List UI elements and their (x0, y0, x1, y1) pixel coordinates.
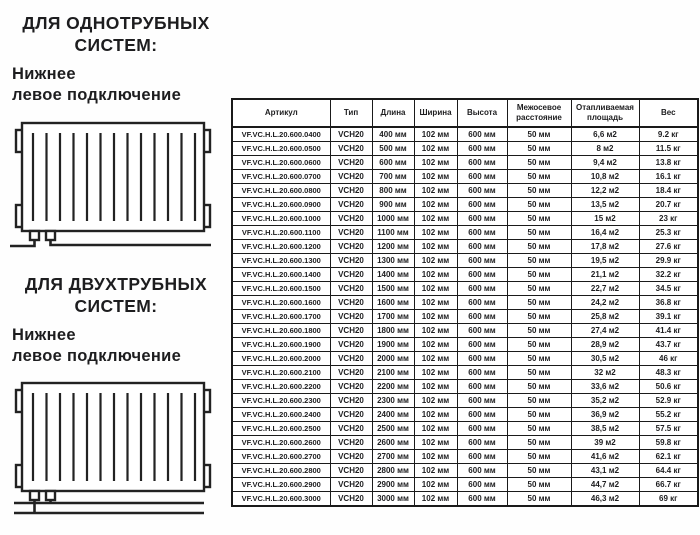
table-cell: VCH20 (330, 184, 372, 198)
table-cell: 50 мм (507, 450, 571, 464)
table-cell: 102 мм (414, 352, 457, 366)
table-row (232, 338, 698, 352)
table-cell: 13,5 м2 (571, 198, 639, 212)
table-cell: 50 мм (507, 296, 571, 310)
table-cell: 8 м2 (571, 142, 639, 156)
table-cell: 102 мм (414, 296, 457, 310)
connection-stub (30, 491, 39, 500)
table-row (232, 492, 698, 507)
table-cell: 46,3 м2 (571, 492, 639, 507)
article-cell: VF.VC.H.L.20.600.1200 (232, 240, 330, 254)
table-cell: 2100 мм (372, 366, 414, 380)
table-cell: 1900 мм (372, 338, 414, 352)
table-row (232, 170, 698, 184)
table-cell: 50 мм (507, 478, 571, 492)
table-cell: VCH20 (330, 492, 372, 507)
table-row (232, 127, 698, 142)
table-cell: 64.4 кг (639, 464, 698, 478)
table-cell: 48.3 кг (639, 366, 698, 380)
table-cell: VCH20 (330, 310, 372, 324)
table-row (232, 184, 698, 198)
table-cell: VCH20 (330, 127, 372, 142)
section-title-line: СИСТЕМ: (74, 35, 158, 55)
article-cell: VF.VC.H.L.20.600.2800 (232, 464, 330, 478)
column-header: Межосевое расстояние (507, 99, 571, 127)
table-cell: VCH20 (330, 324, 372, 338)
table-cell: VCH20 (330, 198, 372, 212)
table-cell: 52.9 кг (639, 394, 698, 408)
connection-subtitle-single-pipe (12, 64, 224, 106)
connection-stub (46, 231, 55, 240)
table-row (232, 310, 698, 324)
table-cell: VCH20 (330, 338, 372, 352)
table-cell: 25.3 кг (639, 226, 698, 240)
table-cell: 44,7 м2 (571, 478, 639, 492)
table-cell: 50 мм (507, 282, 571, 296)
table-cell: 600 мм (457, 198, 507, 212)
table-cell: 11.5 кг (639, 142, 698, 156)
table-cell: 50 мм (507, 408, 571, 422)
table-cell: 50.6 кг (639, 380, 698, 394)
table-cell: 33,6 м2 (571, 380, 639, 394)
column-header: Артикул (232, 99, 330, 127)
table-cell: VCH20 (330, 282, 372, 296)
table-row (232, 394, 698, 408)
table-cell: 66.7 кг (639, 478, 698, 492)
table-cell: 55.2 кг (639, 408, 698, 422)
table-cell: 102 мм (414, 240, 457, 254)
table-cell: 600 мм (457, 492, 507, 507)
table-cell: 50 мм (507, 184, 571, 198)
table-cell: 1100 мм (372, 226, 414, 240)
table-cell: 600 мм (457, 366, 507, 380)
table-cell: 50 мм (507, 142, 571, 156)
table-cell: 2000 мм (372, 352, 414, 366)
table-cell: 50 мм (507, 352, 571, 366)
table-cell: 2900 мм (372, 478, 414, 492)
table-row (232, 450, 698, 464)
table-cell: 50 мм (507, 310, 571, 324)
table-body (232, 127, 698, 506)
table-cell: 1700 мм (372, 310, 414, 324)
table-cell: VCH20 (330, 408, 372, 422)
table-cell: 6,6 м2 (571, 127, 639, 142)
table-cell: 1500 мм (372, 282, 414, 296)
table-cell: 102 мм (414, 127, 457, 142)
article-cell: VF.VC.H.L.20.600.1400 (232, 268, 330, 282)
table-cell: 700 мм (372, 170, 414, 184)
table-cell: 50 мм (507, 380, 571, 394)
table-cell: 102 мм (414, 142, 457, 156)
table-cell: 50 мм (507, 324, 571, 338)
table-cell: VCH20 (330, 226, 372, 240)
table-cell: VCH20 (330, 296, 372, 310)
section-title-line: СИСТЕМ: (74, 296, 158, 316)
table-row (232, 282, 698, 296)
table-cell: 600 мм (372, 156, 414, 170)
table-cell: 600 мм (457, 310, 507, 324)
table-cell: 600 мм (457, 170, 507, 184)
article-cell: VF.VC.H.L.20.600.2700 (232, 450, 330, 464)
subtitle-line: левое подключение (12, 86, 182, 104)
table-cell: 102 мм (414, 156, 457, 170)
table-cell: 17,8 м2 (571, 240, 639, 254)
table-cell: 600 мм (457, 324, 507, 338)
table-cell: 28,9 м2 (571, 338, 639, 352)
table-cell: 1600 мм (372, 296, 414, 310)
table-cell: 20.7 кг (639, 198, 698, 212)
table-cell: 19,5 м2 (571, 254, 639, 268)
subtitle-line: Нижнее (12, 326, 76, 344)
table-cell: VCH20 (330, 450, 372, 464)
table-cell: VCH20 (330, 352, 372, 366)
table-cell: 500 мм (372, 142, 414, 156)
table-cell: 1000 мм (372, 212, 414, 226)
article-cell: VF.VC.H.L.20.600.0800 (232, 184, 330, 198)
table-row (232, 352, 698, 366)
subtitle-line: Нижнее (12, 65, 76, 83)
table-cell: 50 мм (507, 240, 571, 254)
table-cell: 102 мм (414, 366, 457, 380)
table-cell: 600 мм (457, 478, 507, 492)
table-cell: 43.7 кг (639, 338, 698, 352)
table-cell: 24,2 м2 (571, 296, 639, 310)
table-cell: 600 мм (457, 450, 507, 464)
table-cell: 36,9 м2 (571, 408, 639, 422)
table-cell: VCH20 (330, 142, 372, 156)
table-row (232, 212, 698, 226)
table-cell: 69 кг (639, 492, 698, 507)
table-cell: 3000 мм (372, 492, 414, 507)
table-row (232, 380, 698, 394)
connection-subtitle-two-pipe (12, 325, 224, 367)
column-header: Отапливаемая площадь (571, 99, 639, 127)
table-cell: 50 мм (507, 170, 571, 184)
article-cell: VF.VC.H.L.20.600.2900 (232, 478, 330, 492)
table-cell: VCH20 (330, 478, 372, 492)
table-cell: 400 мм (372, 127, 414, 142)
section-title-single-pipe (6, 12, 226, 56)
radiator-two-pipe-bottom-left-diagram-icon (6, 375, 220, 525)
article-cell: VF.VC.H.L.20.600.0900 (232, 198, 330, 212)
table-cell: 102 мм (414, 450, 457, 464)
table-cell: VCH20 (330, 464, 372, 478)
table-header (232, 99, 698, 127)
table-cell: VCH20 (330, 366, 372, 380)
article-cell: VF.VC.H.L.20.600.1700 (232, 310, 330, 324)
table-cell: 39.1 кг (639, 310, 698, 324)
article-cell: VF.VC.H.L.20.600.1500 (232, 282, 330, 296)
article-cell: VF.VC.H.L.20.600.0700 (232, 170, 330, 184)
radiator-single-pipe-bottom-left-diagram-icon (6, 109, 220, 257)
table-cell: 102 мм (414, 422, 457, 436)
table-cell: 50 мм (507, 127, 571, 142)
table-cell: VCH20 (330, 212, 372, 226)
table-cell: 600 мм (457, 212, 507, 226)
article-cell: VF.VC.H.L.20.600.1800 (232, 324, 330, 338)
table-cell: 600 мм (457, 268, 507, 282)
section-title-line: ДЛЯ ДВУХТРУБНЫХ (24, 274, 208, 294)
article-cell: VF.VC.H.L.20.600.2100 (232, 366, 330, 380)
table-cell: 102 мм (414, 212, 457, 226)
section-title-two-pipe (6, 273, 226, 317)
table-cell: 30,5 м2 (571, 352, 639, 366)
table-cell: 50 мм (507, 394, 571, 408)
table-cell: 18.4 кг (639, 184, 698, 198)
table-cell: 102 мм (414, 408, 457, 422)
table-cell: 16,4 м2 (571, 226, 639, 240)
table-cell: 2300 мм (372, 394, 414, 408)
table-cell: 50 мм (507, 492, 571, 507)
specs-table (231, 98, 699, 507)
table-cell: VCH20 (330, 240, 372, 254)
table-cell: 600 мм (457, 142, 507, 156)
table-cell: 41.4 кг (639, 324, 698, 338)
table-cell: 43,1 м2 (571, 464, 639, 478)
table-cell: 102 мм (414, 394, 457, 408)
table-cell: 1300 мм (372, 254, 414, 268)
table-cell: 38,5 м2 (571, 422, 639, 436)
table-row (232, 226, 698, 240)
column-header: Длина (372, 99, 414, 127)
table-row (232, 324, 698, 338)
table-row (232, 254, 698, 268)
table-row (232, 142, 698, 156)
table-cell: 46 кг (639, 352, 698, 366)
table-cell: 29.9 кг (639, 254, 698, 268)
table-cell: 2500 мм (372, 422, 414, 436)
column-header: Ширина (414, 99, 457, 127)
table-cell: 25,8 м2 (571, 310, 639, 324)
table-cell: 57.5 кг (639, 422, 698, 436)
table-cell: 2800 мм (372, 464, 414, 478)
table-cell: 600 мм (457, 282, 507, 296)
table-cell: 50 мм (507, 366, 571, 380)
column-header: Вес (639, 99, 698, 127)
table-cell: 600 мм (457, 464, 507, 478)
table-cell: 600 мм (457, 338, 507, 352)
table-cell: 10,8 м2 (571, 170, 639, 184)
table-cell: 600 мм (457, 408, 507, 422)
article-cell: VF.VC.H.L.20.600.1300 (232, 254, 330, 268)
table-cell: 600 мм (457, 127, 507, 142)
table-cell: 102 мм (414, 478, 457, 492)
table-cell: 15 м2 (571, 212, 639, 226)
table-cell: 600 мм (457, 436, 507, 450)
article-cell: VF.VC.H.L.20.600.3000 (232, 492, 330, 507)
table-cell: 50 мм (507, 156, 571, 170)
article-cell: VF.VC.H.L.20.600.2300 (232, 394, 330, 408)
table-cell: 102 мм (414, 436, 457, 450)
article-cell: VF.VC.H.L.20.600.1900 (232, 338, 330, 352)
table-cell: 600 мм (457, 422, 507, 436)
table-row (232, 296, 698, 310)
table-cell: 600 мм (457, 380, 507, 394)
table-row (232, 422, 698, 436)
table-cell: 102 мм (414, 198, 457, 212)
table-cell: 102 мм (414, 184, 457, 198)
table-cell: 600 мм (457, 352, 507, 366)
two-pipe-run (14, 500, 204, 513)
table-cell: 800 мм (372, 184, 414, 198)
table-cell: 9.2 кг (639, 127, 698, 142)
table-cell: 102 мм (414, 226, 457, 240)
table-cell: 50 мм (507, 464, 571, 478)
article-cell: VF.VC.H.L.20.600.1100 (232, 226, 330, 240)
table-row (232, 198, 698, 212)
table-cell: 50 мм (507, 254, 571, 268)
table-cell: 50 мм (507, 268, 571, 282)
article-cell: VF.VC.H.L.20.600.2200 (232, 380, 330, 394)
table-cell: 50 мм (507, 212, 571, 226)
table-cell: 34.5 кг (639, 282, 698, 296)
table-cell: 50 мм (507, 422, 571, 436)
table-cell: 600 мм (457, 394, 507, 408)
table-cell: 2700 мм (372, 450, 414, 464)
table-cell: 102 мм (414, 282, 457, 296)
table-cell: 600 мм (457, 240, 507, 254)
table-cell: 102 мм (414, 380, 457, 394)
article-cell: VF.VC.H.L.20.600.0400 (232, 127, 330, 142)
column-header: Тип (330, 99, 372, 127)
table-cell: 50 мм (507, 226, 571, 240)
table-cell: VCH20 (330, 268, 372, 282)
table-cell: 50 мм (507, 338, 571, 352)
table-cell: VCH20 (330, 422, 372, 436)
table-cell: 2200 мм (372, 380, 414, 394)
section-title-line: ДЛЯ ОДНОТРУБНЫХ (22, 13, 210, 33)
table-cell: 102 мм (414, 310, 457, 324)
table-row (232, 464, 698, 478)
table-cell: 9,4 м2 (571, 156, 639, 170)
table-cell: 32 м2 (571, 366, 639, 380)
table-cell: 22,7 м2 (571, 282, 639, 296)
table-row (232, 268, 698, 282)
table-cell: 102 мм (414, 492, 457, 507)
table-cell: 1200 мм (372, 240, 414, 254)
connection-stub (30, 231, 39, 240)
table-cell: 36.8 кг (639, 296, 698, 310)
table-cell: 600 мм (457, 254, 507, 268)
table-cell: 102 мм (414, 338, 457, 352)
table-cell: 600 мм (457, 184, 507, 198)
article-cell: VF.VC.H.L.20.600.2400 (232, 408, 330, 422)
table-cell: VCH20 (330, 156, 372, 170)
table-cell: 50 мм (507, 198, 571, 212)
table-row (232, 156, 698, 170)
table-row (232, 408, 698, 422)
table-row (232, 240, 698, 254)
table-cell: 102 мм (414, 170, 457, 184)
table-cell: 16.1 кг (639, 170, 698, 184)
article-cell: VF.VC.H.L.20.600.0500 (232, 142, 330, 156)
table-cell: 39 м2 (571, 436, 639, 450)
table-cell: 32.2 кг (639, 268, 698, 282)
table-cell: 62.1 кг (639, 450, 698, 464)
table-cell: VCH20 (330, 394, 372, 408)
table-cell: 35,2 м2 (571, 394, 639, 408)
table-row (232, 478, 698, 492)
table-cell: 21,1 м2 (571, 268, 639, 282)
table-cell: 600 мм (457, 156, 507, 170)
article-cell: VF.VC.H.L.20.600.1600 (232, 296, 330, 310)
table-cell: 41,6 м2 (571, 450, 639, 464)
article-cell: VF.VC.H.L.20.600.2600 (232, 436, 330, 450)
article-cell: VF.VC.H.L.20.600.1000 (232, 212, 330, 226)
table-cell: 12,2 м2 (571, 184, 639, 198)
table-cell: 900 мм (372, 198, 414, 212)
article-cell: VF.VC.H.L.20.600.2500 (232, 422, 330, 436)
table-row (232, 436, 698, 450)
table-cell: VCH20 (330, 170, 372, 184)
connection-stub (46, 491, 55, 500)
table-cell: 102 мм (414, 464, 457, 478)
table-cell: 2600 мм (372, 436, 414, 450)
table-cell: 13.8 кг (639, 156, 698, 170)
article-cell: VF.VC.H.L.20.600.0600 (232, 156, 330, 170)
table-cell: VCH20 (330, 380, 372, 394)
table-row (232, 366, 698, 380)
table-cell: 23 кг (639, 212, 698, 226)
table-cell: 102 мм (414, 324, 457, 338)
table-cell: 600 мм (457, 226, 507, 240)
article-cell: VF.VC.H.L.20.600.2000 (232, 352, 330, 366)
table-cell: 1800 мм (372, 324, 414, 338)
table-cell: 59.8 кг (639, 436, 698, 450)
table-cell: 1400 мм (372, 268, 414, 282)
table-cell: VCH20 (330, 436, 372, 450)
table-cell: 600 мм (457, 296, 507, 310)
table-cell: 2400 мм (372, 408, 414, 422)
subtitle-line: левое подключение (12, 347, 182, 365)
table-cell: VCH20 (330, 254, 372, 268)
table-cell: 50 мм (507, 436, 571, 450)
table-cell: 102 мм (414, 268, 457, 282)
column-header: Высота (457, 99, 507, 127)
table-cell: 27,4 м2 (571, 324, 639, 338)
table-cell: 102 мм (414, 254, 457, 268)
table-cell: 27.6 кг (639, 240, 698, 254)
table-header-row (232, 99, 698, 127)
